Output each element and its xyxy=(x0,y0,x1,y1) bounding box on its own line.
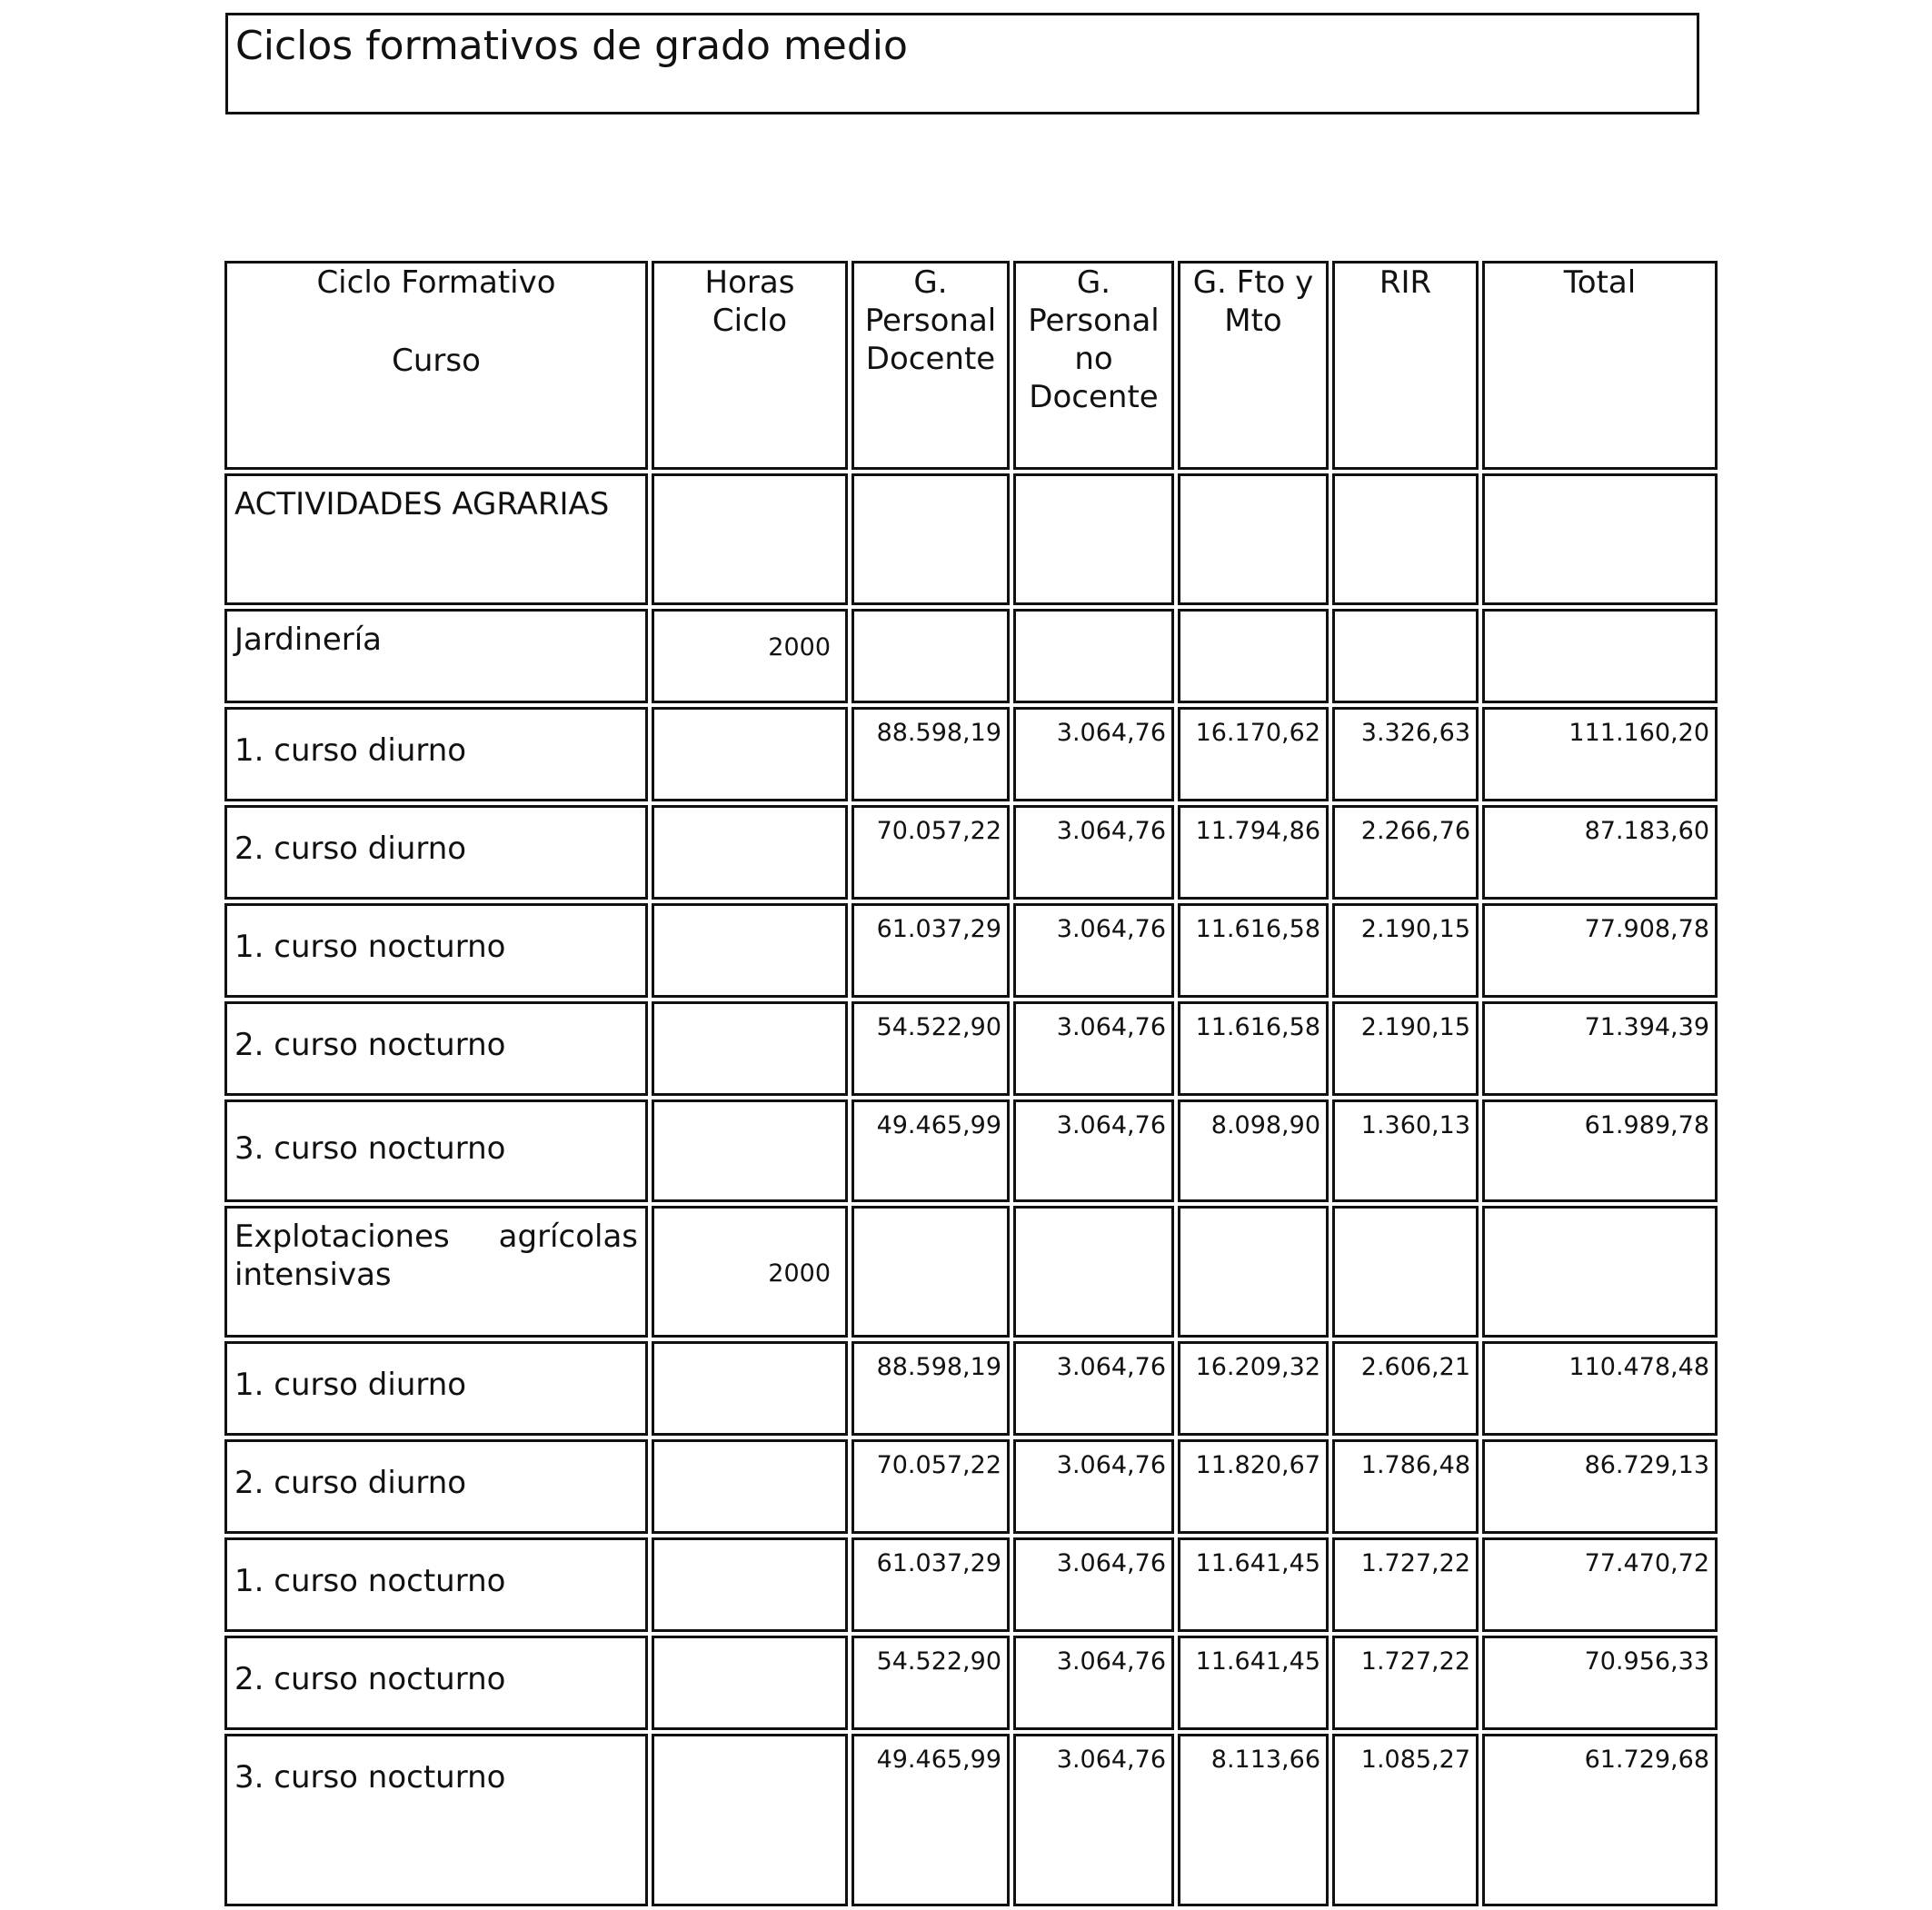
header-g-personal-no-docente: G. Personal no Docente xyxy=(1013,261,1174,470)
empty-cell xyxy=(1013,1206,1174,1338)
g-personal-no-docente-value: 3.064,76 xyxy=(1013,1001,1174,1096)
total-value: 86.729,13 xyxy=(1482,1439,1718,1534)
empty-cell xyxy=(1013,609,1174,703)
rir-value: 2.606,21 xyxy=(1332,1341,1479,1436)
rir-value: 2.266,76 xyxy=(1332,805,1479,900)
empty-cell xyxy=(1482,609,1718,703)
rir-value: 3.326,63 xyxy=(1332,707,1479,801)
empty-cell xyxy=(652,1341,848,1436)
g-personal-no-docente-value: 3.064,76 xyxy=(1013,1636,1174,1730)
empty-cell xyxy=(1332,609,1479,703)
cycle-hours: 2000 xyxy=(652,1206,848,1338)
g-personal-docente-value: 49.465,99 xyxy=(851,1099,1010,1202)
rir-value: 1.727,22 xyxy=(1332,1537,1479,1632)
rir-value: 2.190,15 xyxy=(1332,903,1479,998)
g-fto-mto-value: 11.820,67 xyxy=(1178,1439,1329,1534)
g-personal-no-docente-value: 3.064,76 xyxy=(1013,1099,1174,1202)
total-value: 77.470,72 xyxy=(1482,1537,1718,1632)
table-header-row xyxy=(224,261,1718,470)
empty-cell xyxy=(1178,609,1329,703)
empty-cell xyxy=(851,473,1010,605)
curso-label: 2. curso nocturno xyxy=(224,1636,648,1730)
total-value: 61.729,68 xyxy=(1482,1734,1718,1906)
table-row xyxy=(224,805,1718,900)
g-personal-no-docente-value: 3.064,76 xyxy=(1013,1734,1174,1906)
empty-cell xyxy=(1178,1206,1329,1338)
g-personal-docente-value: 70.057,22 xyxy=(851,1439,1010,1534)
g-personal-docente-value: 61.037,29 xyxy=(851,903,1010,998)
g-personal-no-docente-value: 3.064,76 xyxy=(1013,1341,1174,1436)
g-personal-no-docente-value: 3.064,76 xyxy=(1013,903,1174,998)
curso-label: 3. curso nocturno xyxy=(224,1734,648,1906)
g-fto-mto-value: 11.616,58 xyxy=(1178,1001,1329,1096)
g-personal-docente-value: 88.598,19 xyxy=(851,707,1010,801)
total-value: 111.160,20 xyxy=(1482,707,1718,801)
header-g-personal-docente: G. Personal Docente xyxy=(851,261,1010,470)
rir-value: 2.190,15 xyxy=(1332,1001,1479,1096)
cycle-name-part: Explotaciones xyxy=(234,1219,450,1255)
g-personal-no-docente-value: 3.064,76 xyxy=(1013,1439,1174,1534)
g-personal-docente-value: 88.598,19 xyxy=(851,1341,1010,1436)
header-ciclo-formativo: Ciclo Formativo xyxy=(316,264,556,301)
empty-cell xyxy=(1482,1206,1718,1338)
page-title: Ciclos formativos de grado medio xyxy=(235,23,908,69)
header-curso: Curso xyxy=(392,343,481,379)
empty-cell xyxy=(652,707,848,801)
empty-cell xyxy=(1013,473,1174,605)
g-fto-mto-value: 11.641,45 xyxy=(1178,1537,1329,1632)
empty-cell xyxy=(652,805,848,900)
total-value: 71.394,39 xyxy=(1482,1001,1718,1096)
table-row xyxy=(224,903,1718,998)
header-total: Total xyxy=(1482,261,1718,470)
family-row xyxy=(224,473,1718,605)
rir-value: 1.786,48 xyxy=(1332,1439,1479,1534)
curso-label: 1. curso diurno xyxy=(224,707,648,801)
g-personal-docente-value: 49.465,99 xyxy=(851,1734,1010,1906)
total-value: 87.183,60 xyxy=(1482,805,1718,900)
empty-cell xyxy=(1178,473,1329,605)
table-row xyxy=(224,1001,1718,1096)
cycle-name-line-2: intensivas xyxy=(234,1257,392,1293)
g-fto-mto-value: 11.641,45 xyxy=(1178,1636,1329,1730)
g-personal-no-docente-value: 3.064,76 xyxy=(1013,707,1174,801)
table-row xyxy=(224,1537,1718,1632)
header-rir: RIR xyxy=(1332,261,1479,470)
table-row xyxy=(224,1341,1718,1436)
empty-cell xyxy=(652,1734,848,1906)
g-personal-docente-value: 54.522,90 xyxy=(851,1001,1010,1096)
table-row xyxy=(224,1636,1718,1730)
cost-table xyxy=(221,257,1721,1910)
curso-label: 2. curso nocturno xyxy=(224,1001,648,1096)
g-personal-docente-value: 70.057,22 xyxy=(851,805,1010,900)
empty-cell xyxy=(1482,473,1718,605)
curso-label: 1. curso nocturno xyxy=(224,1537,648,1632)
cycle-name-line-1 xyxy=(234,1218,638,1256)
rir-value: 1.360,13 xyxy=(1332,1099,1479,1202)
g-fto-mto-value: 11.794,86 xyxy=(1178,805,1329,900)
cycle-row xyxy=(224,1206,1718,1338)
curso-label: 1. curso diurno xyxy=(224,1341,648,1436)
cycle-name: Jardinería xyxy=(224,609,648,703)
empty-cell xyxy=(851,1206,1010,1338)
g-fto-mto-value: 16.170,62 xyxy=(1178,707,1329,801)
g-personal-no-docente-value: 3.064,76 xyxy=(1013,1537,1174,1632)
family-label: ACTIVIDADES AGRARIAS xyxy=(224,473,648,605)
empty-cell xyxy=(1332,1206,1479,1338)
g-fto-mto-value: 11.616,58 xyxy=(1178,903,1329,998)
g-fto-mto-value: 8.113,66 xyxy=(1178,1734,1329,1906)
empty-cell xyxy=(652,473,848,605)
empty-cell xyxy=(851,609,1010,703)
total-value: 77.908,78 xyxy=(1482,903,1718,998)
curso-label: 2. curso diurno xyxy=(224,1439,648,1534)
empty-cell xyxy=(1332,473,1479,605)
table-row xyxy=(224,707,1718,801)
table-row xyxy=(224,1734,1718,1906)
empty-cell xyxy=(652,903,848,998)
g-personal-no-docente-value: 3.064,76 xyxy=(1013,805,1174,900)
curso-label: 2. curso diurno xyxy=(224,805,648,900)
curso-label: 3. curso nocturno xyxy=(224,1099,648,1202)
header-ciclo-curso xyxy=(224,261,648,470)
empty-cell xyxy=(652,1099,848,1202)
g-fto-mto-value: 16.209,32 xyxy=(1178,1341,1329,1436)
empty-cell xyxy=(652,1636,848,1730)
table-row xyxy=(224,1439,1718,1534)
cycle-name xyxy=(224,1206,648,1338)
total-value: 61.989,78 xyxy=(1482,1099,1718,1202)
total-value: 110.478,48 xyxy=(1482,1341,1718,1436)
rir-value: 1.085,27 xyxy=(1332,1734,1479,1906)
rir-value: 1.727,22 xyxy=(1332,1636,1479,1730)
header-g-fto-mto: G. Fto y Mto xyxy=(1178,261,1329,470)
cycle-hours: 2000 xyxy=(652,609,848,703)
cycle-name-part: agrícolas xyxy=(498,1219,638,1255)
table-row xyxy=(224,1099,1718,1202)
g-fto-mto-value: 8.098,90 xyxy=(1178,1099,1329,1202)
header-horas: Horas Ciclo xyxy=(652,261,848,470)
g-personal-docente-value: 54.522,90 xyxy=(851,1636,1010,1730)
title-box xyxy=(225,13,1699,114)
empty-cell xyxy=(652,1537,848,1632)
empty-cell xyxy=(652,1439,848,1534)
curso-label: 1. curso nocturno xyxy=(224,903,648,998)
g-personal-docente-value: 61.037,29 xyxy=(851,1537,1010,1632)
cycle-row xyxy=(224,609,1718,703)
empty-cell xyxy=(652,1001,848,1096)
total-value: 70.956,33 xyxy=(1482,1636,1718,1730)
